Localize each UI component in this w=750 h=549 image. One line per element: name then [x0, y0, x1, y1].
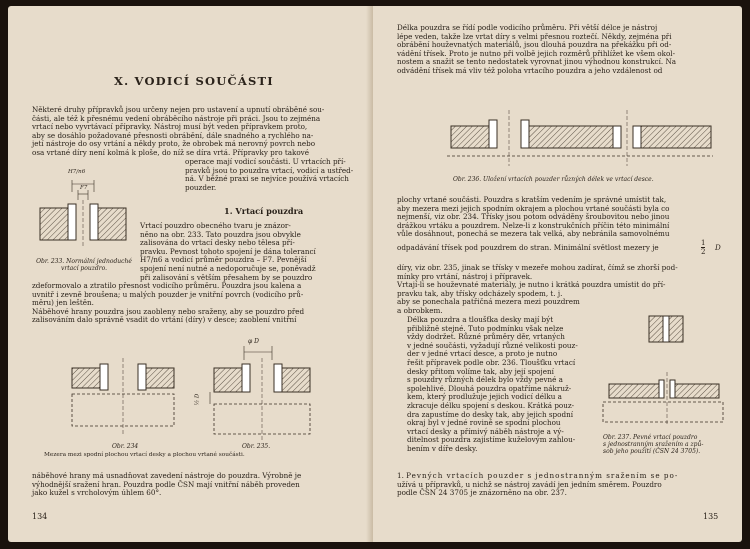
fig233-caption	[30, 258, 138, 272]
text-line: odpadávání třísek pod pouzdrem do stran. Minimální světlost mezery je	[397, 243, 659, 252]
text-line: kem, který prodlužuje jejich vodicí délku a	[407, 392, 562, 402]
text-line: vůle dosáhnout, ponechá se mezera tak velká, aby nebránila samovolnému	[397, 229, 670, 239]
fig237-caption	[603, 434, 723, 455]
text-line: osa vrtané díry není kolmá k ploše, do níž se díra vrtá. Přípravky pro takové	[32, 147, 309, 157]
text-line: náběhové hrany má usnadňovat zavedení nástroje do pouzdra. Výrobně je	[32, 471, 302, 480]
text-line: Délka pouzdra se řídí podle vodicího průměru. Při větší délce je nástroj	[397, 23, 658, 32]
text-line: bením v díře desky.	[407, 443, 478, 453]
page-number-right: 135	[703, 512, 719, 521]
text-line: výhodnější sražení hran. Pouzdra podle ČSN mají vnitřní náběh proveden	[32, 479, 300, 489]
caption-line: sob jeho použití (ČSN 24 3705).	[603, 448, 701, 455]
text-line: mínky pro vrtání, nástroj i přípravek.	[397, 271, 533, 281]
text-line: Některé druhy přípravků jsou určeny nejen pro ustavení a upnutí obráběné sou-	[32, 105, 325, 114]
text-line: Náběhové hrany pouzdra jsou zaobleny nebo sraženy, aby se pouzdro před	[32, 306, 305, 316]
text-line: řešit přípravek podle obr. 236. Tloušťku vrtací	[407, 357, 576, 367]
figure-233-drawing	[36, 166, 136, 258]
text-line: jako kužel s vrcholovým úhlem 60°.	[32, 488, 162, 498]
text-line: Vrtací pouzdro obecného tvaru je znázor-	[140, 221, 291, 230]
text-line: a obrobkem.	[397, 305, 443, 315]
right-para-5	[397, 472, 727, 498]
fig234-label: Obr. 234	[112, 443, 139, 450]
fraction-numerator: 1	[701, 239, 706, 247]
text-line: spojení není nutné a nedoporučuje se, poněvadž	[140, 263, 316, 273]
left-para-4	[32, 282, 363, 325]
right-para-4	[407, 316, 593, 454]
text-line: vádění třísek. Proto je nutno při volbě jejich rozměrů přihlížet ke všem okol-	[397, 48, 676, 58]
left-para-3	[140, 222, 363, 282]
text-line: části, ale též k přesnému vedení obráběcího nástroje při práci. Jsou to zejména	[32, 113, 321, 123]
figure-236-drawing	[445, 108, 715, 170]
text-line: díry, viz obr. 235, jinak se třísky v mezeře mohou zadírat, čímž se zhorší pod-	[397, 263, 678, 272]
subsection-heading: 1. Vrtací pouzdra	[224, 206, 304, 216]
text-line: spolehlivé. Dlouhá pouzdra opatříme nákruž-	[407, 383, 572, 393]
page-number-left: 134	[32, 512, 48, 521]
text-line: zalisována do vrtací desky nebo tělesa pří-	[140, 238, 295, 248]
text-line: okraj byl v jedné rovině se spodní plochou	[407, 418, 561, 428]
text-line: vrtací desky a přímivý náběh nástroje a vý-	[407, 426, 564, 436]
text-line: obrábění houževnatých materiálů, jsou dlouhá pouzdra na překážku při od-	[397, 40, 672, 50]
fraction-denominator: 2	[701, 248, 706, 256]
text-line: ditelnost pouzdra zajistíme kuželovým zahlou-	[407, 435, 576, 445]
text-line: uvnitř i zevně broušena; u malých pouzder je vnitřní povrch (vodicího prů-	[32, 289, 304, 299]
text-line: pouzder.	[185, 182, 217, 192]
text-line: s pouzdry různých délek bylo vždy pevné a	[407, 375, 563, 385]
text-line: při zalisování s větším přesahem by se pouzdro	[140, 272, 313, 282]
right-page	[373, 6, 742, 542]
text-line: jetí nástroje do osy vrtání a někdy proto, že obrobek má nerovný povrch nebo	[32, 139, 316, 149]
text-line: H7/n6 a vodicí průměr pouzdra – F7. Pevnější	[140, 255, 307, 265]
text-line: der v jedné vrtací desce, a proto je nutno	[407, 349, 558, 359]
formula-line	[397, 244, 697, 253]
left-page	[8, 6, 373, 542]
text-line: pravku tak, aby třísky odcházely spodem, t. j.	[397, 288, 563, 298]
left-para-5	[32, 472, 363, 498]
fig235-label-gap: ½ D	[194, 393, 201, 406]
text-line: něno na obr. 233. Tato pouzdra jsou obvykle	[140, 229, 301, 239]
formula-fraction	[701, 239, 705, 256]
text-line: Délka pouzdra a tloušťka desky mají být	[407, 315, 554, 324]
text-line: přibližně stejné. Tuto podmínku však nelze	[407, 323, 564, 333]
text-line: v jedné součásti, vyžadují různé velikosti pouz-	[407, 340, 578, 350]
text-line: plochy vrtané součásti. Pouzdra s kratším vedením je správné umístit tak,	[397, 195, 667, 204]
text-line: ná. V běžné praxi se nejvíce používá vrtacích	[185, 174, 349, 184]
formula-variable: D	[715, 243, 721, 252]
fig235-label: Obr. 235.	[242, 443, 271, 450]
section-title: Pevných vrtacích pouzder s jednostranným sražením se po-	[406, 471, 679, 480]
fig236-caption: Obr. 236. Uložení vrtacích pouzder různých délek ve vrtací desce.	[453, 176, 654, 183]
text-line: aby se dosáhlo požadované přesnosti obrábění, dále snadného a rychlého na-	[32, 130, 314, 140]
figure-234-drawing	[68, 356, 178, 442]
text-line: nejmenší, viz obr. 234. Třísky jsou potom odváděny šroubovitou nebo jinou	[397, 212, 670, 222]
text-line: zalisováním dalo správně vsadit do vrtání (díry) v desce; zaoblení vnitřní	[32, 315, 297, 325]
text-line: odvádění třísek má vliv též poloha vrtacího pouzdra a jeho vzdálenost od	[397, 65, 663, 75]
right-para-3	[397, 264, 727, 316]
text-line: pravků jsou to pouzdra vrtací, vodicí a ustřed-	[185, 165, 354, 175]
text-line: vždy dodržet. Různé průměry děr, vrtaných	[407, 332, 565, 342]
text-line: pravku. Pevnost tohoto spojení je dána tolerancí	[140, 246, 316, 256]
text-line: užívá u přípravků, u nichž se nástroj zavádí jen jedním směrem. Pouzdro	[397, 479, 662, 489]
text-line: podle ČSN 24 3705 je znázorněno na obr. 237.	[397, 488, 567, 498]
right-para-1	[397, 24, 727, 76]
caption-line: Obr. 233. Normální jednoduché	[36, 258, 132, 265]
section-number: 1.	[397, 471, 404, 480]
caption-line: vrtací pouzdro.	[60, 265, 108, 272]
fig233-label-top: H7/n6	[68, 169, 86, 175]
right-para-2	[397, 196, 727, 239]
text-line: aby mezera mezi jejich spodním okrajem a plochou vrtané součásti byla co	[397, 203, 670, 213]
text-line: nostem a snažit se tento nedostatek vyrovnat jinou výhodnou konstrukcí. Na	[397, 57, 677, 67]
text-line: vrtací nebo vyvrtávací přípravky. Nástroj musí být veden přípravkem proto,	[32, 122, 308, 132]
fig234-235-caption: Mezera mezi spodní plochou vrtací desky a plochou vrtané součásti.	[44, 452, 245, 458]
caption-line: Obr. 237. Pevné vrtací pouzdro	[603, 434, 698, 441]
text-line: zdeformovalo a ztratilo přesnost vodicího průměru. Pouzdra jsou kalena a	[32, 281, 302, 290]
left-para-1	[32, 106, 363, 158]
text-line: lépe veden, takže lze vrtat díry s velmi přesnou roztečí. Někdy, zejména při	[397, 31, 672, 41]
chapter-heading: X. VODICÍ SOUČÁSTI	[114, 74, 274, 88]
fig233-label-mid: F7	[80, 185, 88, 191]
left-para-2	[185, 158, 363, 192]
text-line: aby se ponechala patřičná mezera mezi pouzdrem	[397, 297, 580, 307]
text-line: dra zapustíme do desky tak, aby jejich spodní	[407, 409, 574, 419]
text-line: zkracuje délku spojení s deskou. Krátká pouz-	[407, 400, 575, 410]
figure-237-drawing	[599, 310, 729, 430]
text-line: operace mají vodicí součásti. U vrtacích pří-	[185, 157, 346, 166]
text-line: měru) jen leštěn.	[32, 298, 94, 308]
fig235-label-diam: φ D	[248, 338, 259, 345]
figure-235-drawing	[206, 342, 318, 442]
caption-line: s jednostranným sražením a způ-	[603, 441, 704, 448]
text-line: drážkou vrtáku a pouzdrem. Nelze-li z konstrukčních příčin této minimální	[397, 220, 670, 230]
text-line: desky přitom volíme tak, aby její spojení	[407, 366, 554, 376]
text-line: Vrtají-li se houževnaté materiály, je nutno i krátká pouzdra umístit do pří-	[397, 280, 666, 290]
